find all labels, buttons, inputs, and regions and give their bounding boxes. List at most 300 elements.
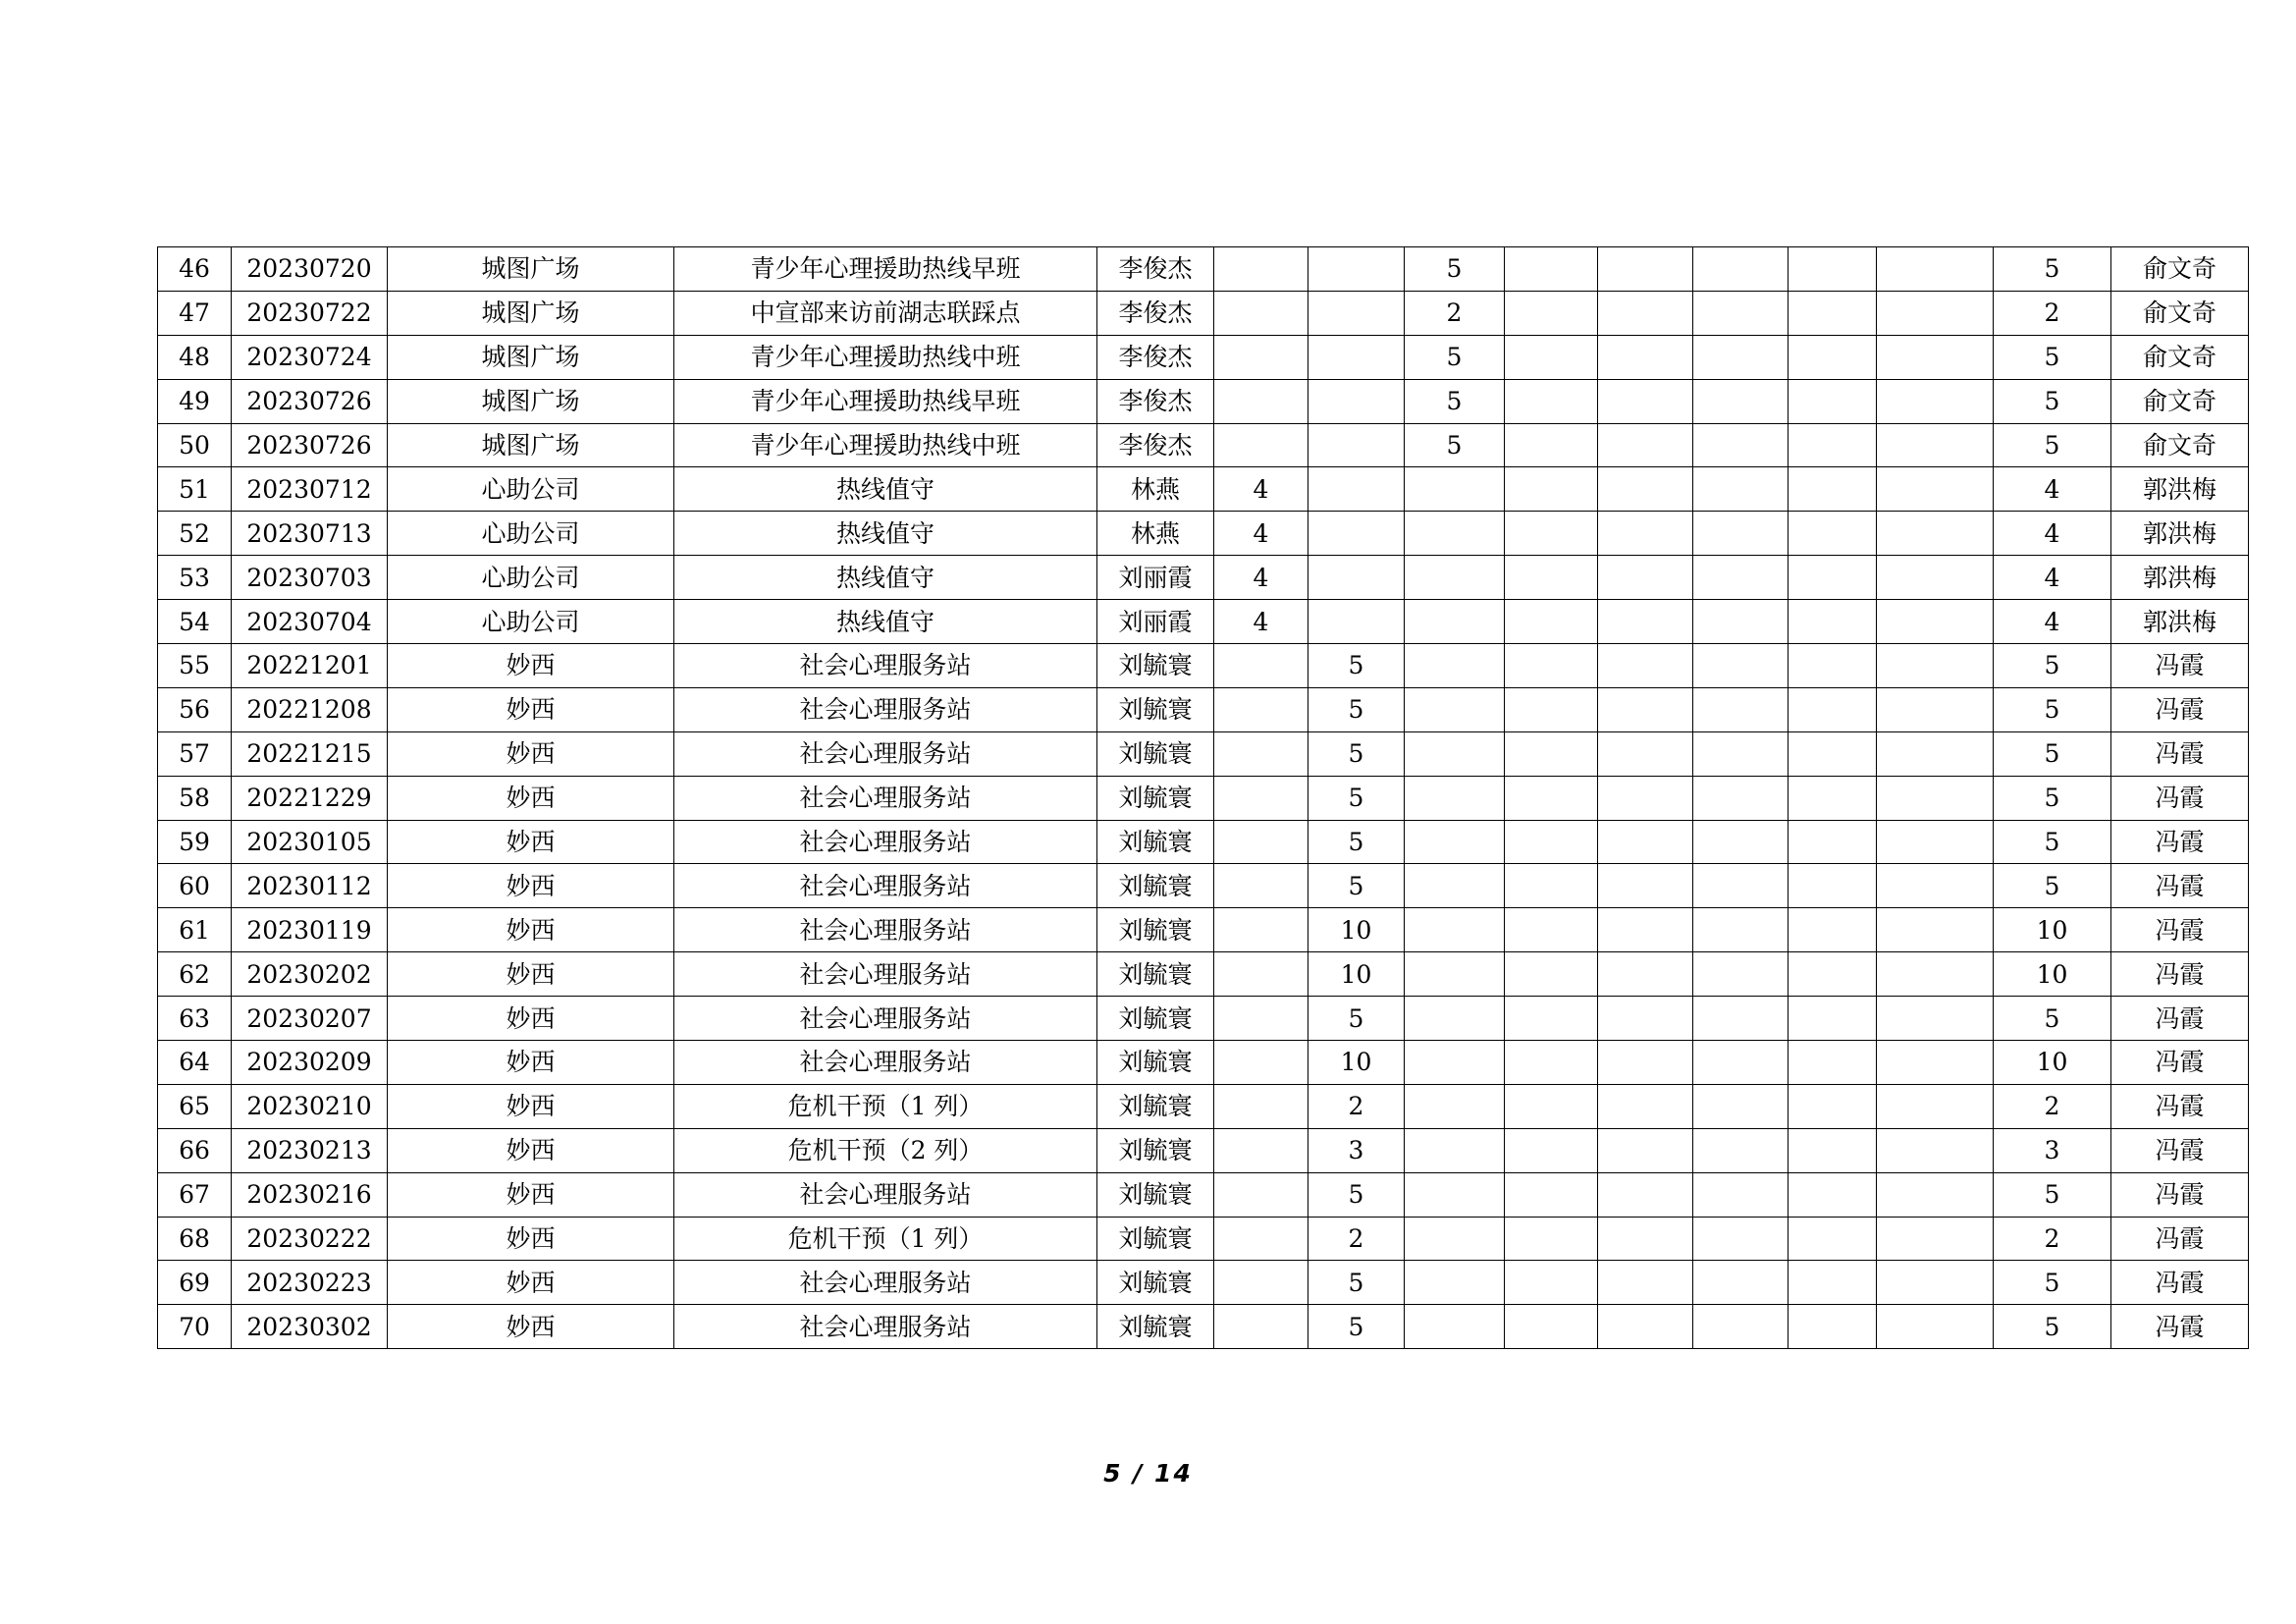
cell-hours-col13: [1877, 731, 1994, 776]
cell-index: 70: [158, 1305, 232, 1349]
cell-hours-col9: [1505, 687, 1598, 731]
cell-hours-col9: [1505, 1217, 1598, 1261]
cell-hours-col7: [1308, 512, 1405, 556]
cell-hours-col12: [1789, 379, 1877, 423]
cell-hours-col8: 5: [1405, 423, 1505, 467]
cell-hours-col10: [1598, 820, 1693, 864]
cell-hours-col6: [1214, 1217, 1308, 1261]
cell-activity: 社会心理服务站: [674, 997, 1097, 1041]
cell-date: 20230105: [232, 820, 388, 864]
cell-hours-col11: [1693, 556, 1789, 600]
cell-hours-col12: [1789, 908, 1877, 952]
cell-hours-col11: [1693, 1172, 1789, 1217]
cell-date: 20230713: [232, 512, 388, 556]
cell-hours-col7: [1308, 291, 1405, 335]
cell-index: 50: [158, 423, 232, 467]
table-row: [158, 1217, 2249, 1261]
cell-activity: 危机干预（2 列）: [674, 1128, 1097, 1172]
cell-location: 妙西: [388, 1041, 674, 1085]
table-row: [158, 1041, 2249, 1085]
cell-hours-col12: [1789, 1041, 1877, 1085]
cell-date: 20230720: [232, 247, 388, 292]
cell-hours-col6: [1214, 952, 1308, 997]
cell-volunteer: 刘毓寰: [1097, 731, 1214, 776]
cell-hours-col12: [1789, 731, 1877, 776]
cell-activity: 社会心理服务站: [674, 687, 1097, 731]
table-row: [158, 512, 2249, 556]
cell-volunteer: 刘丽霞: [1097, 556, 1214, 600]
cell-hours-col7: [1308, 379, 1405, 423]
cell-index: 63: [158, 997, 232, 1041]
cell-hours-col7: 10: [1308, 1041, 1405, 1085]
cell-location: 妙西: [388, 820, 674, 864]
cell-hours-col10: [1598, 731, 1693, 776]
cell-hours-col8: 2: [1405, 291, 1505, 335]
cell-hours-col11: [1693, 1084, 1789, 1128]
cell-date: 20230207: [232, 997, 388, 1041]
cell-date: 20221208: [232, 687, 388, 731]
cell-volunteer: 林燕: [1097, 512, 1214, 556]
cell-hours-col7: [1308, 335, 1405, 379]
cell-volunteer: 刘毓寰: [1097, 864, 1214, 908]
cell-hours-col8: [1405, 820, 1505, 864]
cell-index: 60: [158, 864, 232, 908]
cell-verifier: 郭洪梅: [2111, 467, 2249, 512]
cell-hours-col13: [1877, 556, 1994, 600]
cell-hours-col11: [1693, 291, 1789, 335]
cell-hours-col9: [1505, 1128, 1598, 1172]
cell-hours-col12: [1789, 512, 1877, 556]
cell-hours-col6: [1214, 1305, 1308, 1349]
cell-activity: 社会心理服务站: [674, 644, 1097, 688]
cell-location: 城图广场: [388, 379, 674, 423]
cell-hours-col8: 5: [1405, 247, 1505, 292]
cell-verifier: 郭洪梅: [2111, 556, 2249, 600]
cell-hours-col9: [1505, 1172, 1598, 1217]
cell-hours-col12: [1789, 952, 1877, 997]
cell-hours-col7: 3: [1308, 1128, 1405, 1172]
cell-hours-col8: [1405, 1217, 1505, 1261]
cell-hours-col6: [1214, 731, 1308, 776]
cell-hours-col8: [1405, 1172, 1505, 1217]
cell-hours-col6: [1214, 687, 1308, 731]
cell-verifier: 郭洪梅: [2111, 600, 2249, 644]
cell-hours-col6: [1214, 335, 1308, 379]
cell-date: 20230722: [232, 291, 388, 335]
cell-hours-col10: [1598, 512, 1693, 556]
table-row: [158, 731, 2249, 776]
cell-hours-col8: [1405, 952, 1505, 997]
cell-hours-col11: [1693, 379, 1789, 423]
cell-hours-col7: 5: [1308, 864, 1405, 908]
cell-hours-col13: [1877, 335, 1994, 379]
cell-index: 67: [158, 1172, 232, 1217]
cell-location: 妙西: [388, 731, 674, 776]
cell-activity: 社会心理服务站: [674, 731, 1097, 776]
cell-hours-col12: [1789, 1305, 1877, 1349]
cell-hours-col8: [1405, 1128, 1505, 1172]
cell-location: 心助公司: [388, 556, 674, 600]
cell-location: 城图广场: [388, 423, 674, 467]
cell-hours-col12: [1789, 997, 1877, 1041]
cell-activity: 青少年心理援助热线中班: [674, 423, 1097, 467]
cell-total-hours: 2: [1994, 1084, 2111, 1128]
cell-hours-col7: 5: [1308, 731, 1405, 776]
cell-hours-col13: [1877, 1172, 1994, 1217]
table-row: [158, 423, 2249, 467]
cell-hours-col6: [1214, 908, 1308, 952]
cell-hours-col10: [1598, 644, 1693, 688]
cell-activity: 社会心理服务站: [674, 864, 1097, 908]
cell-hours-col7: 5: [1308, 1172, 1405, 1217]
cell-hours-col6: 4: [1214, 600, 1308, 644]
cell-hours-col8: [1405, 600, 1505, 644]
cell-hours-col13: [1877, 1084, 1994, 1128]
cell-hours-col6: [1214, 820, 1308, 864]
cell-index: 52: [158, 512, 232, 556]
cell-total-hours: 5: [1994, 644, 2111, 688]
cell-hours-col10: [1598, 291, 1693, 335]
cell-location: 城图广场: [388, 291, 674, 335]
cell-total-hours: 5: [1994, 997, 2111, 1041]
cell-location: 妙西: [388, 908, 674, 952]
cell-volunteer: 李俊杰: [1097, 379, 1214, 423]
cell-hours-col9: [1505, 864, 1598, 908]
cell-hours-col9: [1505, 423, 1598, 467]
cell-hours-col12: [1789, 600, 1877, 644]
cell-hours-col9: [1505, 379, 1598, 423]
cell-volunteer: 李俊杰: [1097, 335, 1214, 379]
cell-hours-col12: [1789, 1217, 1877, 1261]
cell-index: 61: [158, 908, 232, 952]
cell-hours-col8: [1405, 1041, 1505, 1085]
cell-hours-col6: [1214, 997, 1308, 1041]
cell-hours-col9: [1505, 1261, 1598, 1305]
cell-hours-col11: [1693, 687, 1789, 731]
cell-hours-col13: [1877, 467, 1994, 512]
cell-hours-col9: [1505, 335, 1598, 379]
cell-volunteer: 刘毓寰: [1097, 1128, 1214, 1172]
cell-hours-col9: [1505, 776, 1598, 820]
cell-verifier: 冯霞: [2111, 908, 2249, 952]
cell-index: 58: [158, 776, 232, 820]
cell-index: 62: [158, 952, 232, 997]
cell-hours-col9: [1505, 291, 1598, 335]
cell-activity: 社会心理服务站: [674, 820, 1097, 864]
cell-volunteer: 刘毓寰: [1097, 1041, 1214, 1085]
table-row: [158, 952, 2249, 997]
cell-hours-col6: 4: [1214, 512, 1308, 556]
cell-hours-col8: 5: [1405, 335, 1505, 379]
cell-verifier: 冯霞: [2111, 864, 2249, 908]
cell-hours-col10: [1598, 600, 1693, 644]
cell-index: 64: [158, 1041, 232, 1085]
cell-hours-col11: [1693, 1041, 1789, 1085]
cell-verifier: 冯霞: [2111, 687, 2249, 731]
cell-hours-col6: [1214, 1041, 1308, 1085]
cell-hours-col8: [1405, 776, 1505, 820]
cell-hours-col13: [1877, 512, 1994, 556]
cell-hours-col11: [1693, 952, 1789, 997]
cell-date: 20230726: [232, 423, 388, 467]
cell-hours-col7: 2: [1308, 1084, 1405, 1128]
cell-date: 20221229: [232, 776, 388, 820]
cell-hours-col9: [1505, 908, 1598, 952]
cell-location: 心助公司: [388, 512, 674, 556]
cell-activity: 危机干预（1 列）: [674, 1084, 1097, 1128]
table-row: [158, 997, 2249, 1041]
cell-hours-col7: 5: [1308, 776, 1405, 820]
cell-total-hours: 10: [1994, 908, 2111, 952]
cell-date: 20221201: [232, 644, 388, 688]
cell-hours-col9: [1505, 1041, 1598, 1085]
cell-verifier: 冯霞: [2111, 952, 2249, 997]
cell-hours-col11: [1693, 467, 1789, 512]
cell-hours-col12: [1789, 864, 1877, 908]
cell-hours-col9: [1505, 820, 1598, 864]
cell-verifier: 郭洪梅: [2111, 512, 2249, 556]
cell-index: 69: [158, 1261, 232, 1305]
cell-activity: 青少年心理援助热线中班: [674, 335, 1097, 379]
cell-total-hours: 5: [1994, 864, 2111, 908]
cell-volunteer: 刘毓寰: [1097, 1305, 1214, 1349]
cell-hours-col7: 5: [1308, 820, 1405, 864]
cell-hours-col13: [1877, 644, 1994, 688]
cell-volunteer: 刘毓寰: [1097, 687, 1214, 731]
table-row: [158, 1128, 2249, 1172]
cell-verifier: 俞文奇: [2111, 291, 2249, 335]
cell-hours-col10: [1598, 1305, 1693, 1349]
table-row: [158, 247, 2249, 292]
volunteer-hours-table: [157, 246, 2249, 1349]
cell-index: 68: [158, 1217, 232, 1261]
cell-location: 城图广场: [388, 247, 674, 292]
cell-verifier: 冯霞: [2111, 776, 2249, 820]
cell-date: 20230223: [232, 1261, 388, 1305]
cell-hours-col11: [1693, 908, 1789, 952]
cell-verifier: 冯霞: [2111, 1041, 2249, 1085]
cell-hours-col7: [1308, 467, 1405, 512]
cell-hours-col10: [1598, 335, 1693, 379]
cell-index: 47: [158, 291, 232, 335]
cell-activity: 青少年心理援助热线早班: [674, 379, 1097, 423]
cell-hours-col10: [1598, 379, 1693, 423]
cell-hours-col9: [1505, 247, 1598, 292]
cell-total-hours: 5: [1994, 423, 2111, 467]
cell-location: 妙西: [388, 952, 674, 997]
cell-activity: 青少年心理援助热线早班: [674, 247, 1097, 292]
cell-index: 55: [158, 644, 232, 688]
cell-location: 妙西: [388, 776, 674, 820]
cell-verifier: 俞文奇: [2111, 423, 2249, 467]
cell-hours-col7: 5: [1308, 1305, 1405, 1349]
cell-hours-col10: [1598, 247, 1693, 292]
table-row: [158, 1261, 2249, 1305]
cell-index: 65: [158, 1084, 232, 1128]
cell-hours-col10: [1598, 1172, 1693, 1217]
cell-volunteer: 李俊杰: [1097, 247, 1214, 292]
cell-hours-col13: [1877, 908, 1994, 952]
cell-hours-col6: [1214, 644, 1308, 688]
table-row: [158, 908, 2249, 952]
cell-index: 51: [158, 467, 232, 512]
cell-hours-col8: [1405, 1305, 1505, 1349]
cell-hours-col13: [1877, 1217, 1994, 1261]
cell-verifier: 冯霞: [2111, 1305, 2249, 1349]
cell-index: 57: [158, 731, 232, 776]
cell-date: 20230119: [232, 908, 388, 952]
cell-hours-col11: [1693, 423, 1789, 467]
cell-hours-col7: 5: [1308, 997, 1405, 1041]
cell-total-hours: 5: [1994, 1261, 2111, 1305]
cell-hours-col13: [1877, 1041, 1994, 1085]
cell-location: 妙西: [388, 644, 674, 688]
cell-index: 56: [158, 687, 232, 731]
cell-total-hours: 10: [1994, 1041, 2111, 1085]
cell-hours-col7: [1308, 247, 1405, 292]
cell-location: 妙西: [388, 997, 674, 1041]
table-row: [158, 556, 2249, 600]
cell-date: 20230112: [232, 864, 388, 908]
cell-total-hours: 4: [1994, 467, 2111, 512]
cell-verifier: 俞文奇: [2111, 247, 2249, 292]
cell-total-hours: 3: [1994, 1128, 2111, 1172]
cell-hours-col7: 5: [1308, 1261, 1405, 1305]
cell-hours-col9: [1505, 467, 1598, 512]
cell-location: 妙西: [388, 1305, 674, 1349]
cell-activity: 社会心理服务站: [674, 908, 1097, 952]
cell-total-hours: 5: [1994, 379, 2111, 423]
cell-hours-col10: [1598, 864, 1693, 908]
cell-location: 妙西: [388, 687, 674, 731]
table-row: [158, 1305, 2249, 1349]
table-row: [158, 776, 2249, 820]
cell-hours-col13: [1877, 864, 1994, 908]
cell-hours-col10: [1598, 1217, 1693, 1261]
table-body: [158, 247, 2249, 1349]
cell-hours-col12: [1789, 556, 1877, 600]
cell-hours-col8: [1405, 1084, 1505, 1128]
cell-hours-col10: [1598, 908, 1693, 952]
cell-hours-col8: [1405, 644, 1505, 688]
cell-hours-col12: [1789, 291, 1877, 335]
cell-hours-col8: [1405, 864, 1505, 908]
cell-hours-col12: [1789, 644, 1877, 688]
cell-hours-col8: 5: [1405, 379, 1505, 423]
cell-total-hours: 2: [1994, 1217, 2111, 1261]
cell-volunteer: 刘毓寰: [1097, 1261, 1214, 1305]
cell-total-hours: 4: [1994, 512, 2111, 556]
cell-hours-col11: [1693, 1261, 1789, 1305]
cell-hours-col6: 4: [1214, 467, 1308, 512]
cell-hours-col6: [1214, 1261, 1308, 1305]
cell-verifier: 冯霞: [2111, 1172, 2249, 1217]
cell-hours-col11: [1693, 820, 1789, 864]
cell-index: 59: [158, 820, 232, 864]
cell-date: 20230210: [232, 1084, 388, 1128]
table-row: [158, 291, 2249, 335]
cell-hours-col12: [1789, 1084, 1877, 1128]
cell-verifier: 俞文奇: [2111, 335, 2249, 379]
cell-activity: 社会心理服务站: [674, 776, 1097, 820]
cell-date: 20230213: [232, 1128, 388, 1172]
cell-index: 53: [158, 556, 232, 600]
cell-hours-col11: [1693, 644, 1789, 688]
cell-volunteer: 刘毓寰: [1097, 644, 1214, 688]
cell-location: 妙西: [388, 1217, 674, 1261]
cell-hours-col7: 10: [1308, 952, 1405, 997]
cell-location: 妙西: [388, 1261, 674, 1305]
cell-hours-col8: [1405, 687, 1505, 731]
cell-date: 20230216: [232, 1172, 388, 1217]
cell-activity: 热线值守: [674, 467, 1097, 512]
cell-hours-col11: [1693, 335, 1789, 379]
cell-hours-col11: [1693, 1305, 1789, 1349]
cell-hours-col7: 5: [1308, 644, 1405, 688]
cell-hours-col7: [1308, 600, 1405, 644]
cell-hours-col13: [1877, 1128, 1994, 1172]
cell-total-hours: 5: [1994, 731, 2111, 776]
cell-hours-col9: [1505, 952, 1598, 997]
cell-activity: 热线值守: [674, 600, 1097, 644]
cell-verifier: 冯霞: [2111, 997, 2249, 1041]
cell-hours-col8: [1405, 731, 1505, 776]
cell-total-hours: 5: [1994, 1305, 2111, 1349]
cell-index: 48: [158, 335, 232, 379]
cell-location: 妙西: [388, 1084, 674, 1128]
cell-hours-col7: 2: [1308, 1217, 1405, 1261]
cell-location: 妙西: [388, 864, 674, 908]
cell-verifier: 冯霞: [2111, 644, 2249, 688]
cell-hours-col13: [1877, 820, 1994, 864]
cell-hours-col12: [1789, 1172, 1877, 1217]
cell-hours-col12: [1789, 467, 1877, 512]
cell-date: 20221215: [232, 731, 388, 776]
cell-hours-col11: [1693, 731, 1789, 776]
cell-volunteer: 刘毓寰: [1097, 952, 1214, 997]
cell-verifier: 冯霞: [2111, 731, 2249, 776]
cell-verifier: 冯霞: [2111, 1217, 2249, 1261]
cell-hours-col10: [1598, 952, 1693, 997]
cell-activity: 热线值守: [674, 512, 1097, 556]
cell-volunteer: 刘毓寰: [1097, 1172, 1214, 1217]
cell-hours-col9: [1505, 1305, 1598, 1349]
cell-activity: 社会心理服务站: [674, 1261, 1097, 1305]
cell-index: 66: [158, 1128, 232, 1172]
cell-hours-col11: [1693, 600, 1789, 644]
cell-hours-col12: [1789, 820, 1877, 864]
cell-verifier: 俞文奇: [2111, 379, 2249, 423]
cell-index: 46: [158, 247, 232, 292]
cell-hours-col8: [1405, 908, 1505, 952]
cell-hours-col6: [1214, 423, 1308, 467]
cell-hours-col12: [1789, 687, 1877, 731]
cell-hours-col12: [1789, 1128, 1877, 1172]
cell-date: 20230726: [232, 379, 388, 423]
cell-hours-col10: [1598, 423, 1693, 467]
cell-hours-col10: [1598, 997, 1693, 1041]
cell-date: 20230202: [232, 952, 388, 997]
cell-hours-col13: [1877, 423, 1994, 467]
cell-hours-col6: [1214, 864, 1308, 908]
cell-hours-col6: 4: [1214, 556, 1308, 600]
cell-activity: 社会心理服务站: [674, 1305, 1097, 1349]
cell-date: 20230222: [232, 1217, 388, 1261]
cell-activity: 中宣部来访前湖志联踩点: [674, 291, 1097, 335]
cell-hours-col13: [1877, 997, 1994, 1041]
cell-volunteer: 刘丽霞: [1097, 600, 1214, 644]
cell-hours-col12: [1789, 335, 1877, 379]
